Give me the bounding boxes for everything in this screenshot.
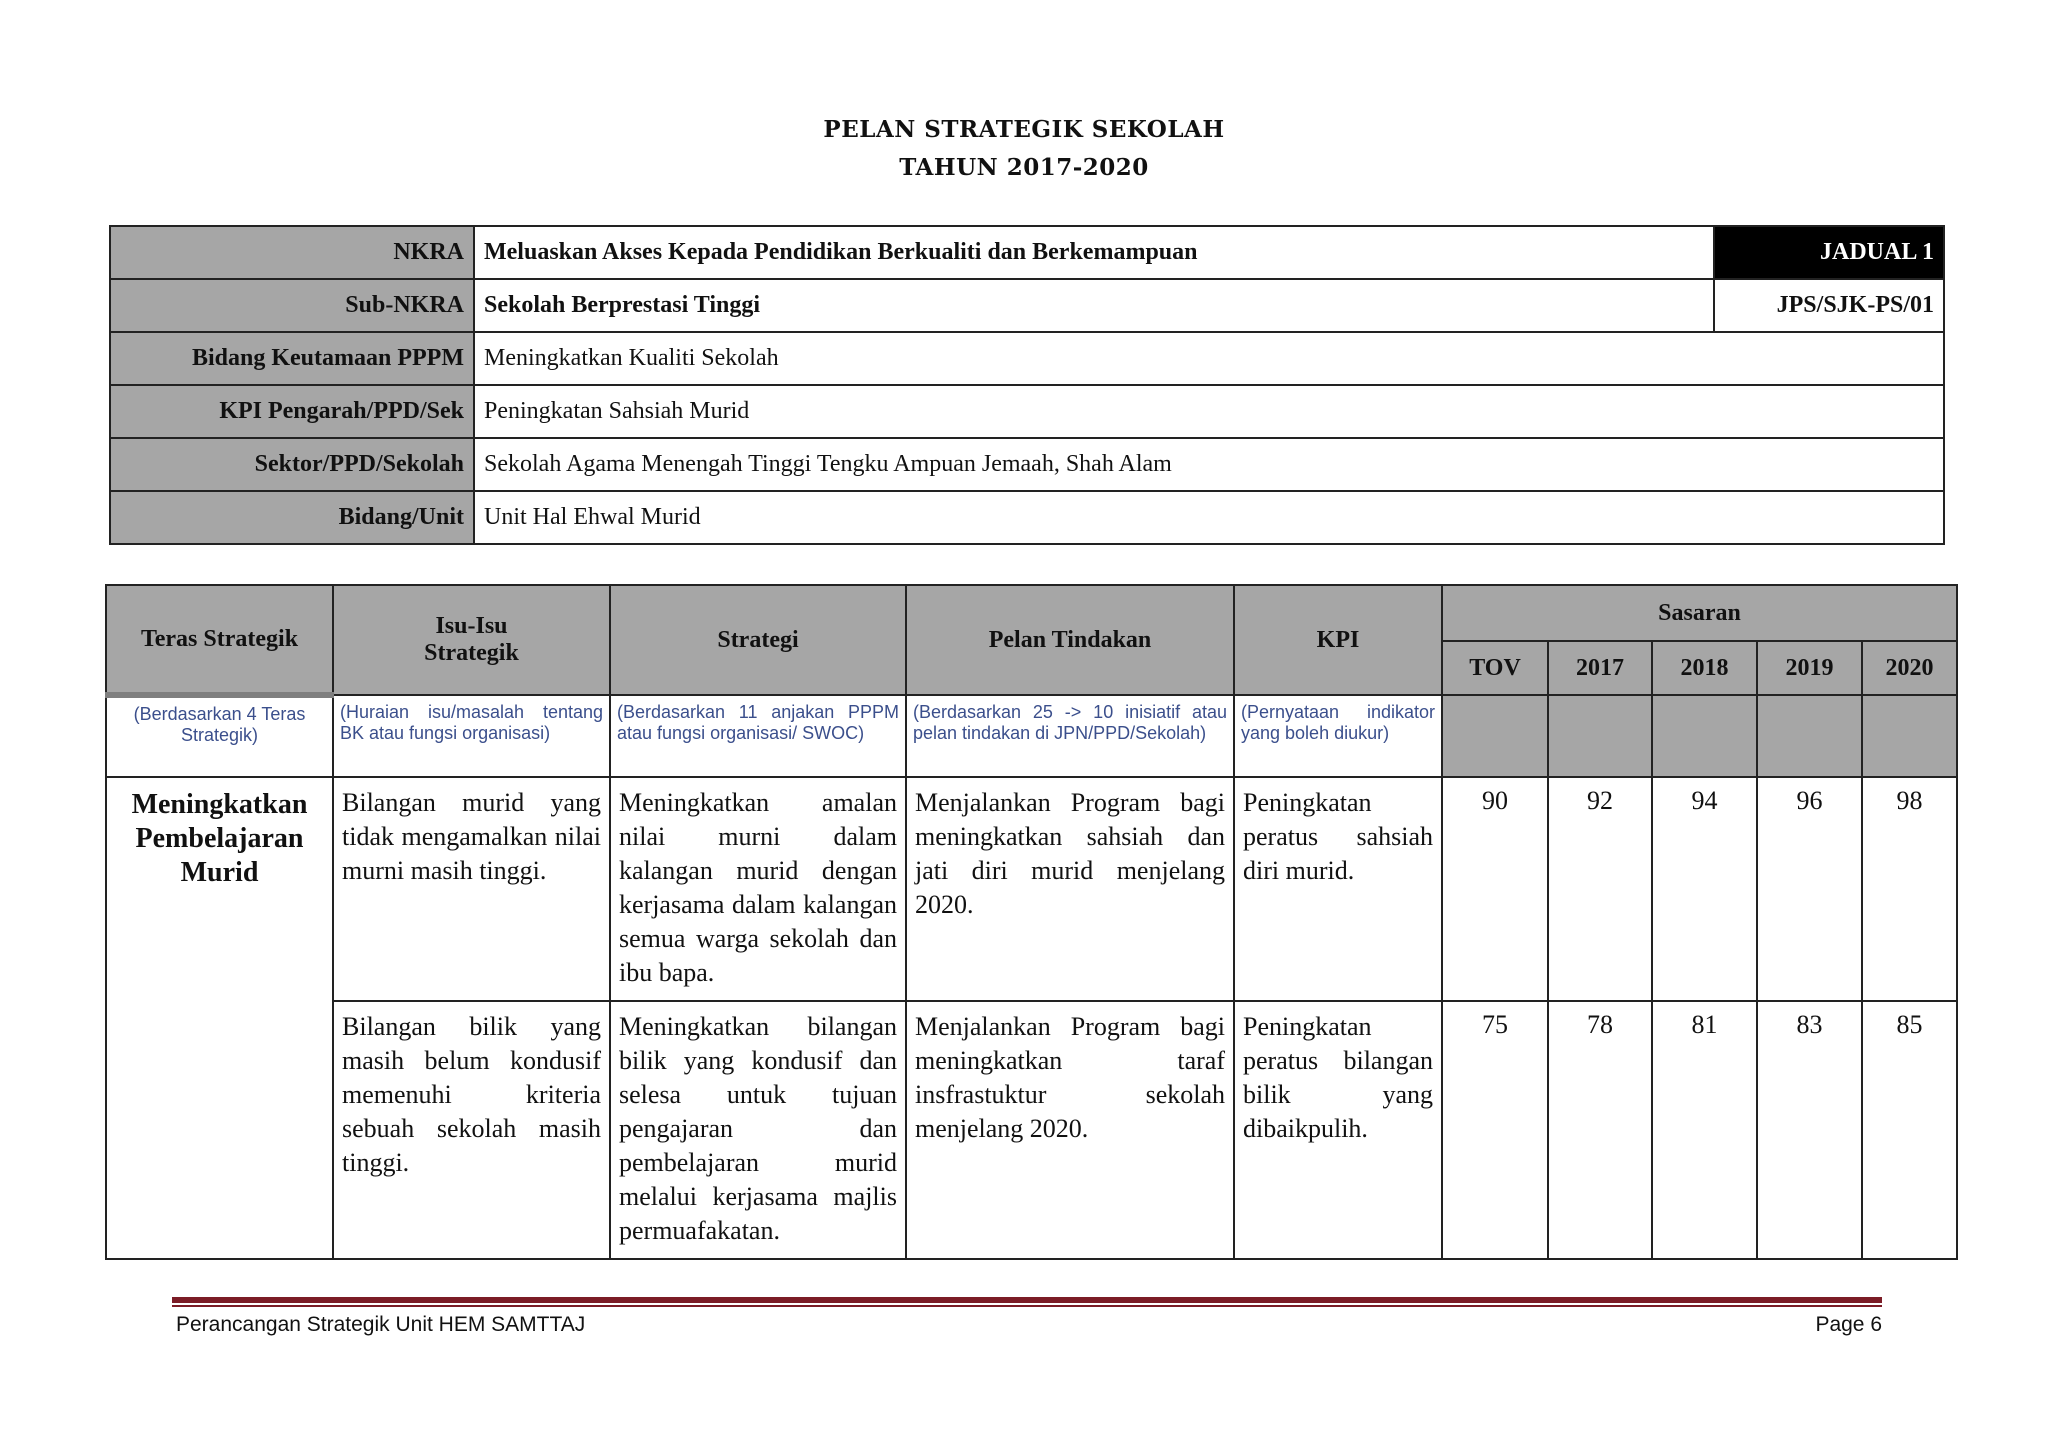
target-2019-cell: 96 (1757, 777, 1862, 1001)
hint-blank-2020 (1862, 695, 1957, 777)
hint-blank-tov (1442, 695, 1548, 777)
bidang-keutamaan-value: Meningkatkan Kualiti Sekolah (474, 332, 1944, 385)
page-title: PELAN STRATEGIK SEKOLAH (823, 116, 1225, 143)
target-2020-cell: 85 (1862, 1001, 1957, 1259)
jadual-label: JADUAL 1 (1714, 226, 1944, 279)
kpi-cell: Peningkatan peratus bilangan bilik yang dibaikpulih. (1234, 1001, 1442, 1259)
info-row-kpi (110, 385, 1944, 438)
bidang-unit-value: Unit Hal Ehwal Murid (474, 491, 1944, 544)
bidang-keutamaan-label: Bidang Keutamaan PPPM (110, 332, 474, 385)
kpi-pengarah-value: Peningkatan Sahsiah Murid (474, 385, 1944, 438)
strategi-cell: Meningkatkan amalan nilai murni dalam kalangan murid dengan kerjasama dalam kalangan semua warga sekolah dan ibu bapa. (610, 777, 906, 1001)
sektor-label: Sektor/PPD/Sekolah (110, 438, 474, 491)
target-2017-cell: 78 (1548, 1001, 1652, 1259)
nkra-label: NKRA (110, 226, 474, 279)
header-strategi: Strategi (610, 585, 906, 695)
tov-cell: 90 (1442, 777, 1548, 1001)
strategi-cell: Meningkatkan bilangan bilik yang kondusif dan selesa untuk tujuan pengajaran dan pembelajaran murid melalui kerjasama majlis permuafakatan. (610, 1001, 906, 1259)
isu-cell: Bilangan bilik yang masih belum kondusif memenuhi kriteria sebuah sekolah masih tinggi. (333, 1001, 610, 1259)
header-pelan: Pelan Tindakan (906, 585, 1234, 695)
subnkra-value: Sekolah Berprestasi Tinggi (474, 279, 1714, 332)
hint-blank-2018 (1652, 695, 1757, 777)
hint-pelan: (Berdasarkan 25 -> 10 inisiatif atau pelan tindakan di JPN/PPD/Sekolah) (906, 695, 1234, 777)
target-2018-cell: 94 (1652, 777, 1757, 1001)
table-row (106, 777, 1957, 1001)
strategy-table (105, 584, 1958, 1260)
header-kpi: KPI (1234, 585, 1442, 695)
pelan-cell: Menjalankan Program bagi meningkatkan sahsiah dan jati diri murid menjelang 2020. (906, 777, 1234, 1001)
header-row (106, 585, 1957, 641)
info-table (109, 225, 1945, 545)
header-2018: 2018 (1652, 641, 1757, 695)
header-2020: 2020 (1862, 641, 1957, 695)
nkra-value: Meluaskan Akses Kepada Pendidikan Berkualiti dan Berkemampuan (474, 226, 1714, 279)
info-row-sektor (110, 438, 1944, 491)
header-2019: 2019 (1757, 641, 1862, 695)
sektor-value: Sekolah Agama Menengah Tinggi Tengku Ampuan Jemaah, Shah Alam (474, 438, 1944, 491)
hint-blank-2019 (1757, 695, 1862, 777)
hint-strategi: (Berdasarkan 11 anjakan PPPM atau fungsi organisasi/ SWOC) (610, 695, 906, 777)
bidang-unit-label: Bidang/Unit (110, 491, 474, 544)
info-row-bidang-unit (110, 491, 1944, 544)
header-isu-line2: Strategik (424, 640, 519, 666)
kpi-pengarah-label: KPI Pengarah/PPD/Sek (110, 385, 474, 438)
subnkra-label: Sub-NKRA (110, 279, 474, 332)
hint-row (106, 695, 1957, 777)
table-row (106, 1001, 1957, 1259)
footer-divider (172, 1297, 1882, 1303)
hint-teras: (Berdasarkan 4 Teras Strategik) (106, 695, 333, 777)
header-sasaran: Sasaran (1442, 585, 1957, 641)
target-2017-cell: 92 (1548, 777, 1652, 1001)
page-subtitle: TAHUN 2017-2020 (899, 154, 1149, 181)
header-teras: Teras Strategik (106, 585, 333, 695)
kpi-cell: Peningkatan peratus sahsiah diri murid. (1234, 777, 1442, 1001)
header-2017: 2017 (1548, 641, 1652, 695)
hint-isu: (Huraian isu/masalah tentang BK atau fungsi organisasi) (333, 695, 610, 777)
pelan-cell: Menjalankan Program bagi meningkatkan taraf insfrastuktur sekolah menjelang 2020. (906, 1001, 1234, 1259)
isu-cell: Bilangan murid yang tidak mengamalkan nilai murni masih tinggi. (333, 777, 610, 1001)
info-row-bidang-keutamaan (110, 332, 1944, 385)
info-row-subnkra (110, 279, 1944, 332)
target-2018-cell: 81 (1652, 1001, 1757, 1259)
document-code: JPS/SJK-PS/01 (1714, 279, 1944, 332)
target-2019-cell: 83 (1757, 1001, 1862, 1259)
hint-kpi: (Pernyataan indikator yang boleh diukur) (1234, 695, 1442, 777)
header-tov: TOV (1442, 641, 1548, 695)
footer-divider-thin (172, 1305, 1882, 1307)
target-2020-cell: 98 (1862, 777, 1957, 1001)
tov-cell: 75 (1442, 1001, 1548, 1259)
header-isu-line1: Isu-Isu (435, 613, 508, 639)
teras-strategik-value: Meningkatkan Pembelajaran Murid (106, 777, 333, 1259)
footer-left-text: Perancangan Strategik Unit HEM SAMTTAJ (176, 1313, 586, 1336)
header-isu (333, 585, 610, 695)
hint-blank-2017 (1548, 695, 1652, 777)
info-row-nkra (110, 226, 1944, 279)
footer-page-number: Page 6 (1815, 1313, 1882, 1336)
